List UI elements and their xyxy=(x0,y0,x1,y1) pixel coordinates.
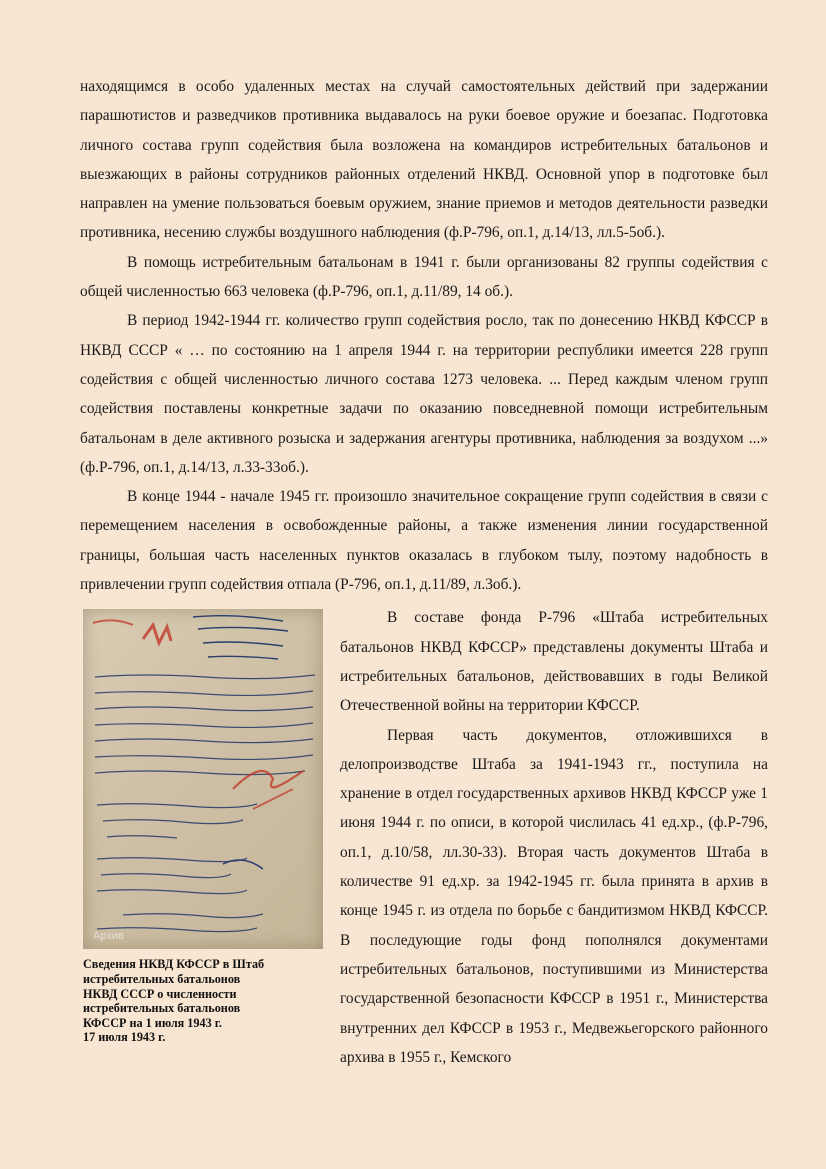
caption-line: истребительных батальонов xyxy=(83,1001,241,1016)
paragraph: В помощь истребительным батальонам в 1941 г. были организованы 82 группы содействия с общей численностью 663 человека (ф.Р-796, оп.1, д.11/89, 14 об.). xyxy=(80,253,768,301)
right-column xyxy=(340,603,768,1072)
caption-line: КФССР на 1 июля 1943 г. xyxy=(83,1015,222,1030)
paragraph: В период 1942-1944 гг. количество групп содействия росло, так по донесению НКВД КФССР в НКВД СССР « … по состоянию на 1 апреля 1944 г. на территории республики имеется 228 групп содействия с общей численностью личного состава 1273 человека. ... Перед каждым членом групп содействия поставлены конкретные задачи по оказанию повседневной помощи истребительным батальонам в деле активного розыска и задержания агентуры противника, наблюдения за воздухом ...» (ф.Р-796, оп.1, д.14/13, л.33-33об.). xyxy=(80,312,768,476)
caption-line: НКВД СССР о численности xyxy=(83,986,237,1001)
paragraph: находящимся в особо удаленных местах на случай самостоятельных действий при задержании парашютистов и разведчиков противника выдавалось на руки боевое оружие и боезапас. Подготовка личного состава групп содействия была возложена на командиров истребительных батальонов и выезжающих в районы сотрудников районных отделений НКВД. Основной упор в подготовке был направлен на умение пользоваться боевым оружием, знание приемов и методов деятельности разведки противника, несению службы воздушного наблюдения (ф.Р-796, оп.1, д.14/13, лл.5-5об.). xyxy=(80,78,768,242)
photo-caption xyxy=(83,957,323,1045)
paragraph: В составе фонда Р-796 «Штаба истребительных батальонов НКВД КФССР» представлены документы Штаба и истребительных батальонов, действовавших в годы Великой Отечественной войны на территории КФССР. xyxy=(340,609,768,715)
lower-section xyxy=(80,603,768,1066)
archival-document-photo xyxy=(83,609,323,949)
paragraph: В конце 1944 - начале 1945 гг. произошло значительное сокращение групп содействия в связи с перемещением населения в освобожденные районы, а также изменения линии государственной границы, большая часть населенных пунктов оказалась в глубоком тылу, поэтому надобность в привлечении групп содействия отпала (Р-796, оп.1, д.11/89, л.3об.). xyxy=(80,488,768,594)
paragraph: Первая часть документов, отложившихся в делопроизводстве Штаба за 1941-1943 гг., поступила на хранение в отдел государственных архивов НКВД КФССР уже 1 июня 1944 г. по описи, в которой числилась 41 ед.хр., (ф.Р-796, оп.1, д.10/58, лл.30-33). Вторая часть документов Штаба в количестве 91 ед.хр. за 1942-1945 гг. была принята в архив в конце 1945 г. из отдела по борьбе с бандитизмом НКВД КФССР. В последующие годы фонд пополнялся документами истребительных батальонов, поступившими из Министерства государственной безопасности КФССР в 1951 г., Министерства внутренних дел КФССР в 1953 г., Медвежьегорского районного архива в 1955 г., Кемского xyxy=(340,726,768,1066)
caption-line: 17 июля 1943 г. xyxy=(83,1030,166,1045)
caption-line: Сведения НКВД КФССР в Штаб xyxy=(83,957,265,972)
document-page xyxy=(80,72,768,1066)
caption-line: истребительных батальонов xyxy=(83,971,241,986)
svg-text:Архив: Архив xyxy=(93,930,124,943)
